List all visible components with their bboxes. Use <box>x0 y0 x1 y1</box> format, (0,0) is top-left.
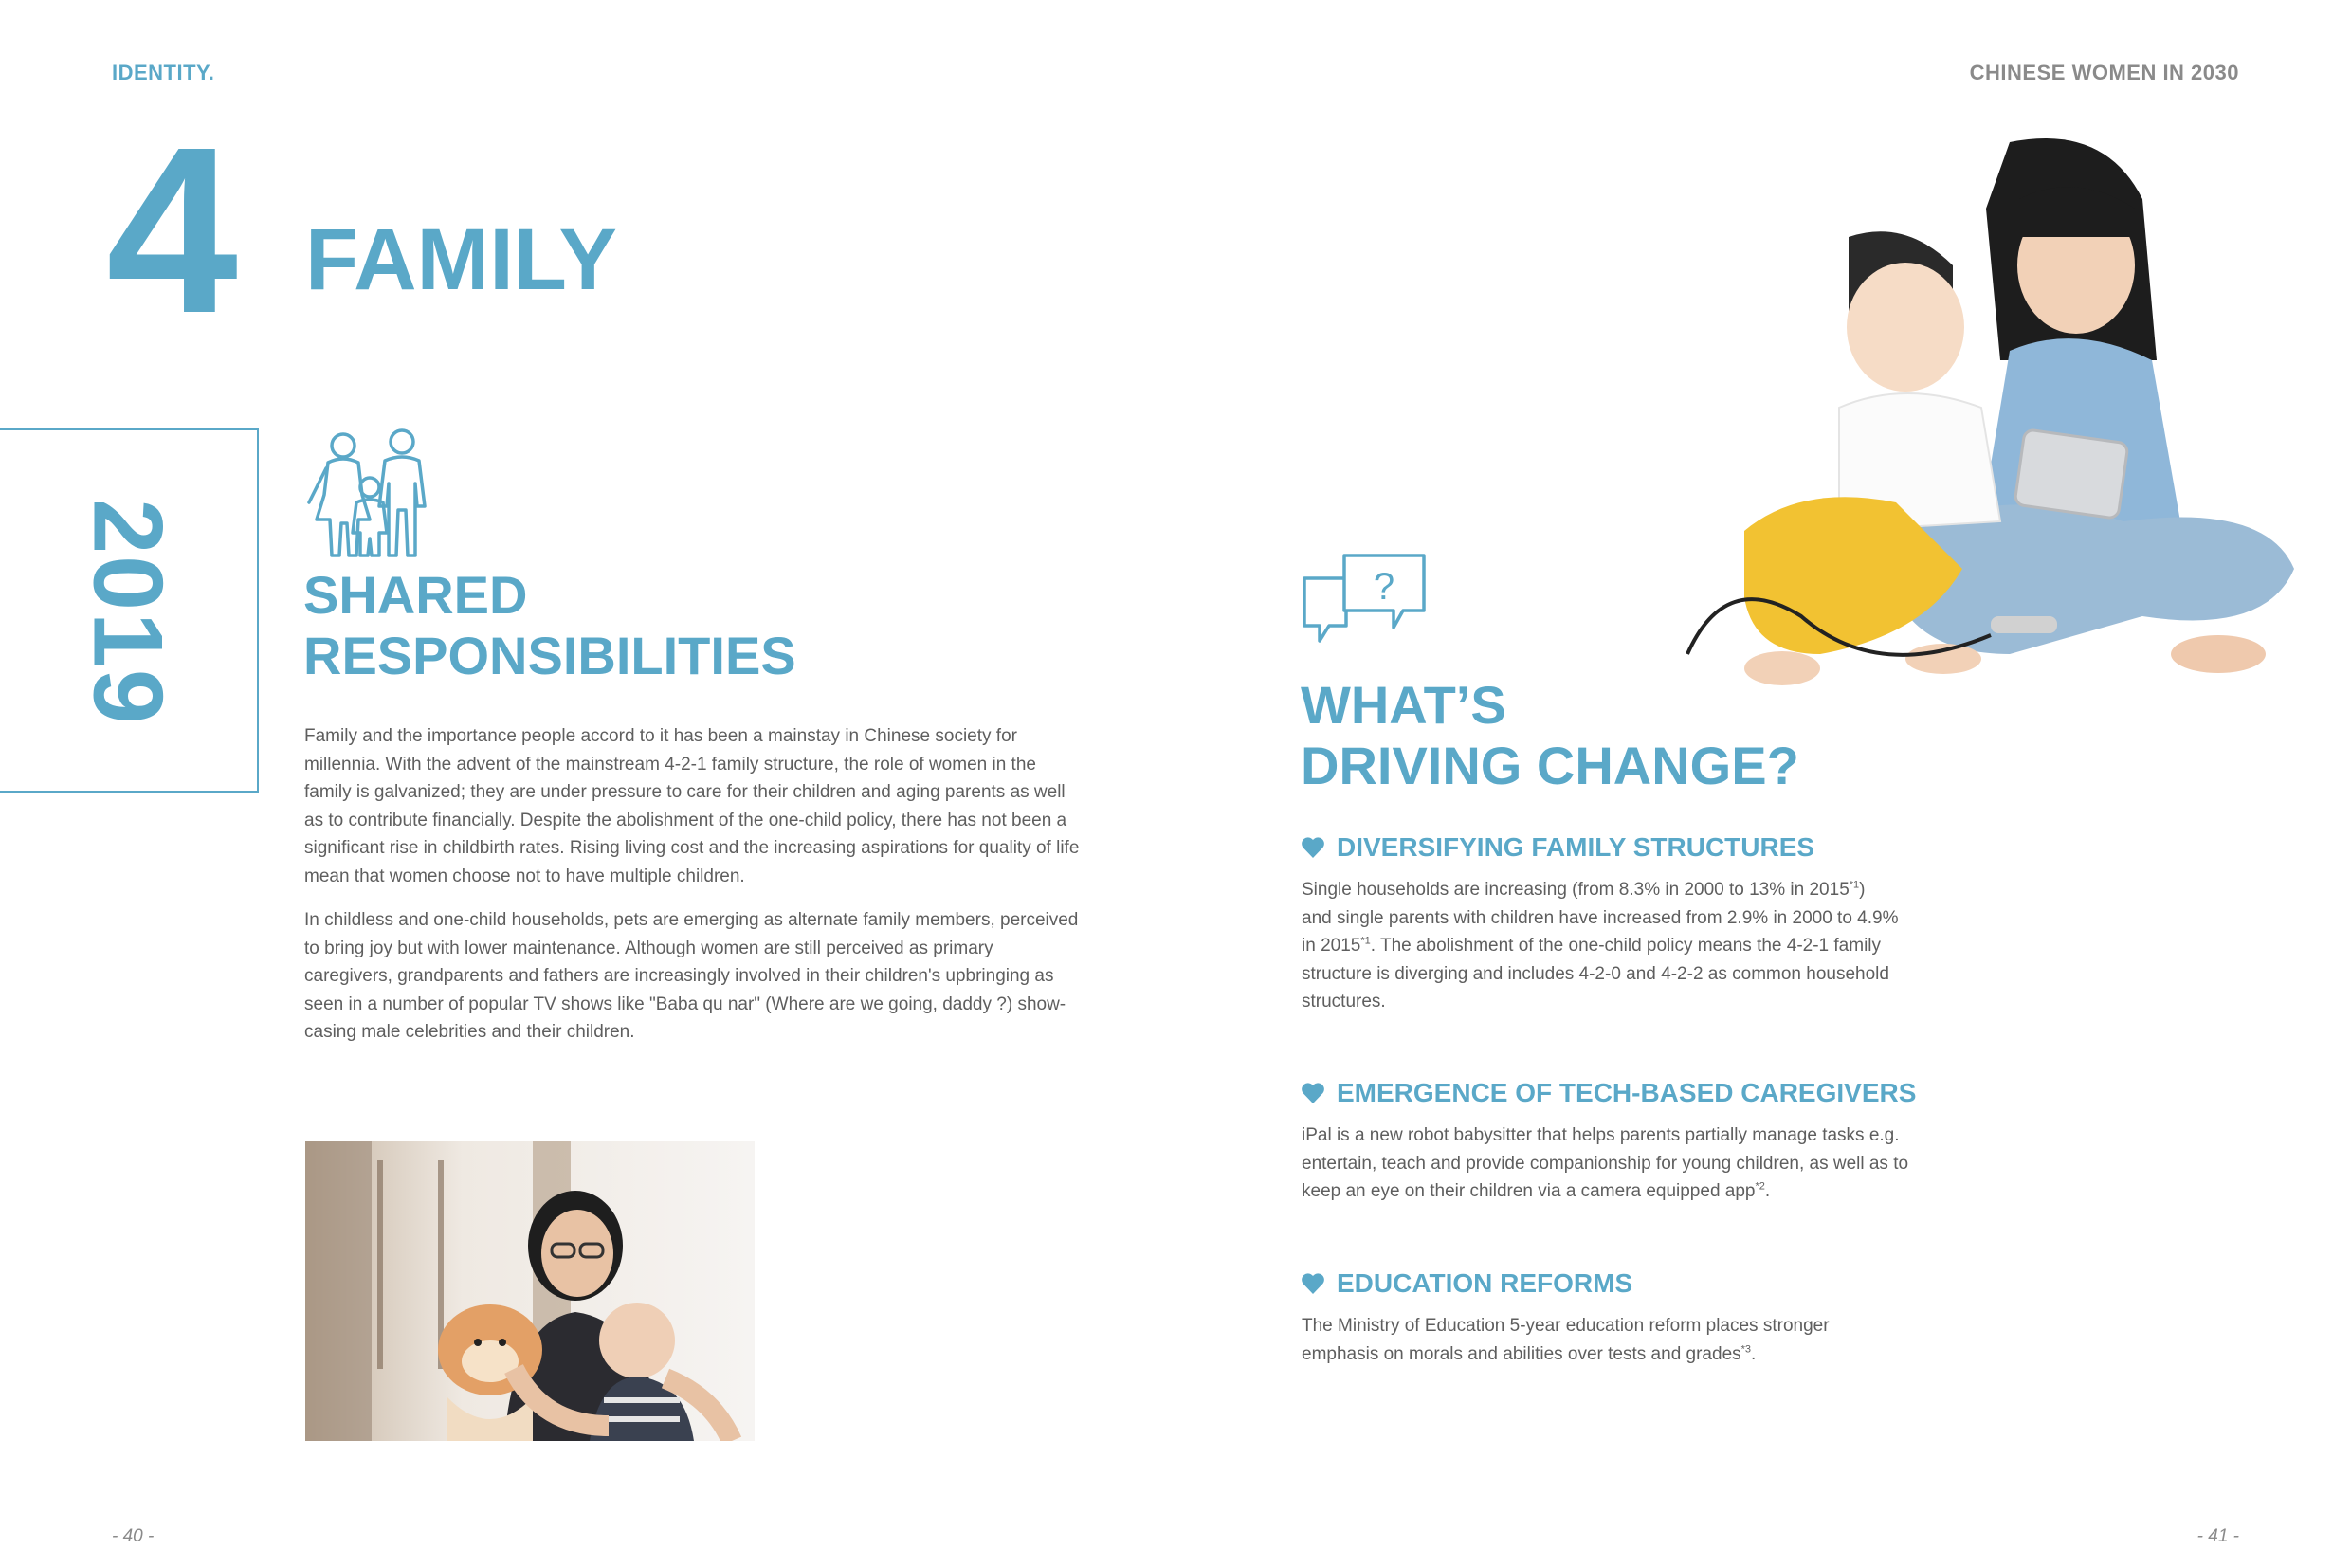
subsection-title-text: EDUCATION REFORMS <box>1337 1268 1633 1298</box>
subsection-education-title <box>1301 1268 1632 1299</box>
body-text-part: The Ministry of Education 5-year education reform places stronger emphasis on morals and abilities over tests and grades <box>1302 1316 1830 1364</box>
header-publication-title: CHINESE WOMEN IN 2030 <box>1969 61 2239 84</box>
speech-bubble-question-icon <box>1299 550 1431 668</box>
year-box <box>0 428 259 793</box>
body-text-part: ) and single parents with children have increased from 2.9% in 2000 to 4.9% in 2015 <box>1302 880 1899 956</box>
family-icon <box>303 427 441 559</box>
page-number-left: - 40 - <box>112 1526 155 1546</box>
body-text-part: Single households are increasing (from 8.3% in 2000 to 13% in 2015 <box>1302 880 1850 900</box>
year-label: 2019 <box>72 499 183 726</box>
body-text-part: . <box>1764 1181 1771 1201</box>
body-text-part: . The abolishment of the one-child policy means the 4-2-1 family structure is diverging and includes 4-2-0 and 4-2-2 as common household structures. <box>1302 936 1889 1012</box>
shared-paragraph-1: Family and the importance people accord to it has been a mainstay in Chinese society for millennia. With the advent of the mainstream 4-2-1 family structure, the role of women in the family is galvanized; they are under pressure to care for their children and aging parents as well as to contribute financially. Despite the abolishment of the one-child policy, there has not been a significant rise in childbirth rates. Rising living cost and the increasing aspirations for quality of life mean that women choose not to have multiple children. <box>304 726 1080 886</box>
footnote-ref: *1 <box>1849 879 1860 891</box>
chapter-title: FAMILY <box>305 211 617 308</box>
shared-paragraph-2: In childless and one-child households, pets are emerging as alternate family members, perceived to bring joy but with lower maintenance. Although women are still perceived as primary caregivers, grandparents and fathers are increasingly involved in their children's upbringing as seen in a number of popular TV shows like "Baba qu nar" (Where are we going, daddy ?) show-casing male celebrities and their children. <box>304 910 1079 1042</box>
heart-icon <box>1301 836 1325 859</box>
subsection-tech-caregivers-title <box>1301 1078 1916 1108</box>
body-text-part: iPal is a new robot babysitter that helps parents partially manage tasks e.g. entertain, teach and provide companionship for young children, as well as to keep an eye on their children via a camera equipped app <box>1302 1125 1909 1201</box>
heart-icon <box>1301 1272 1325 1295</box>
photo-children-tablet <box>1612 123 2304 711</box>
bubble-question-mark: ? <box>1373 566 1395 608</box>
subsection-tech-caregivers-body <box>1302 1121 1927 1206</box>
driving-title-line2: DRIVING CHANGE? <box>1301 735 1799 795</box>
photo-mother-baby-dog <box>305 1141 755 1441</box>
shared-responsibilities-title <box>303 565 967 686</box>
subsection-title-text: DIVERSIFYING FAMILY STRUCTURES <box>1337 832 1815 862</box>
page-number-right: - 41 - <box>2196 1526 2239 1546</box>
subsection-education-body <box>1302 1312 1908 1368</box>
driving-title-line1: WHAT’S <box>1301 675 1506 735</box>
header-section-label: IDENTITY. <box>112 61 215 84</box>
footnote-ref: *1 <box>1360 935 1371 947</box>
shared-title-line1: SHARED <box>303 565 528 625</box>
footnote-ref: *2 <box>1755 1180 1765 1193</box>
chapter-number: 4 <box>106 98 231 362</box>
body-text-part: . <box>1751 1343 1757 1364</box>
heart-icon <box>1301 1082 1325 1104</box>
footnote-ref: *3 <box>1740 1343 1752 1356</box>
subsection-diversifying-body <box>1302 876 1899 1016</box>
subsection-diversifying-title <box>1301 832 1814 863</box>
shared-title-line2: RESPONSIBILITIES <box>303 625 796 685</box>
subsection-title-text: EMERGENCE OF TECH-BASED CAREGIVERS <box>1337 1078 1917 1107</box>
driving-change-title <box>1301 675 1964 796</box>
